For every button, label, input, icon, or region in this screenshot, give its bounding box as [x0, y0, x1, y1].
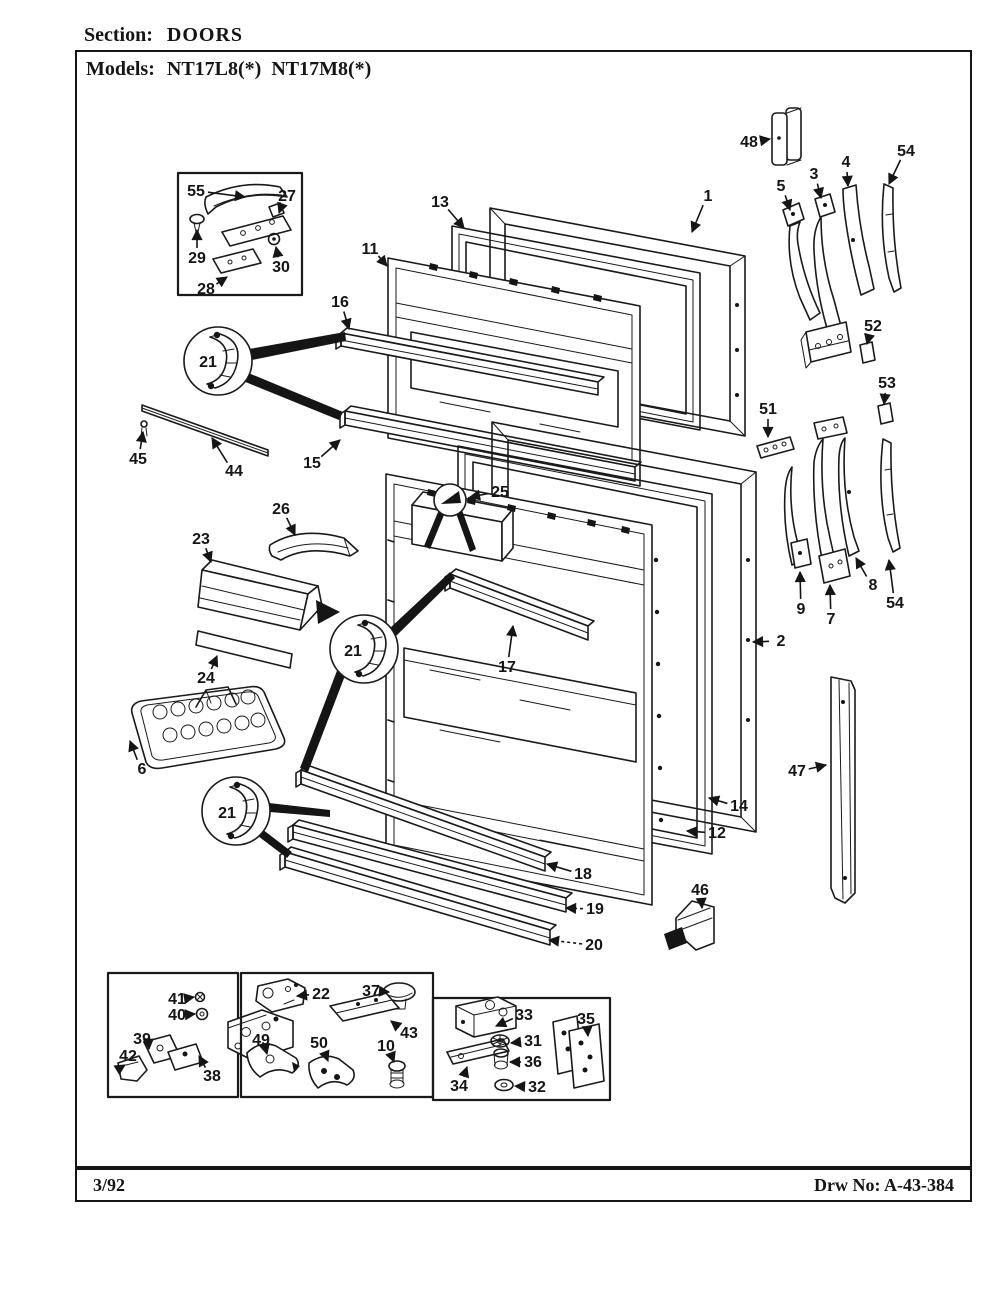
hinge-strap-9	[785, 467, 811, 568]
callout-label: 52	[864, 318, 882, 335]
callout-label: 37	[362, 983, 380, 1000]
callout-leader	[809, 765, 826, 769]
callout-leader	[511, 1042, 521, 1043]
callout-label: 30	[272, 259, 290, 276]
callout-label: 41	[168, 991, 186, 1008]
callout-label: 8	[868, 577, 878, 594]
callout-label: 26	[272, 501, 290, 518]
detail-circle-21-middle	[330, 615, 398, 683]
callout-label: 3	[809, 166, 819, 183]
callout-label: 49	[252, 1032, 270, 1049]
callout-label: 2	[776, 633, 786, 650]
callout-leader	[464, 1067, 467, 1077]
callout-leader	[276, 247, 278, 257]
callout-label: 17	[498, 659, 516, 676]
callout-leader	[566, 908, 583, 909]
callout-label: 18	[574, 866, 592, 883]
callout-label: 12	[708, 825, 726, 842]
callout-leader	[761, 139, 770, 141]
callout-label: 13	[431, 194, 449, 211]
callout-label: 31	[524, 1033, 542, 1050]
egg-tray-6	[132, 687, 285, 769]
shelf-26	[269, 533, 358, 560]
section-label: Section:	[84, 24, 153, 46]
hinge-strap-4	[843, 185, 874, 295]
spacer-53	[878, 403, 893, 424]
callout-label: 14	[730, 798, 748, 815]
callout-label: 23	[192, 531, 210, 548]
callout-label: 46	[691, 882, 709, 899]
callout-label: 21	[199, 354, 217, 371]
callout-label: 5	[776, 178, 786, 195]
models-label: Models:	[86, 58, 155, 80]
footer-drawing-number: Drw No: A-43-384	[814, 1174, 954, 1195]
callout-leader	[889, 160, 901, 184]
callout-leader	[211, 656, 217, 669]
callout-leader	[212, 438, 227, 463]
callout-label: 4	[841, 154, 851, 171]
detail-circle-21-bottom	[202, 777, 270, 845]
callout-leader	[856, 558, 867, 577]
callout-leader	[549, 940, 582, 944]
callout-label: 10	[377, 1038, 395, 1055]
callout-label: 27	[278, 188, 296, 205]
callout-label: 32	[528, 1079, 546, 1096]
callout-label: 15	[303, 455, 321, 472]
spacer-52	[860, 342, 875, 363]
callout-label: 11	[361, 241, 379, 258]
callout-leader	[448, 209, 464, 228]
callout-label: 20	[585, 937, 603, 954]
retainer-pin-45	[141, 421, 147, 436]
callout-label: 38	[203, 1068, 221, 1085]
callout-label: 25	[491, 484, 509, 501]
callout-leader	[344, 311, 349, 329]
section-value: DOORS	[166, 24, 244, 46]
hinge-strap-8	[839, 438, 859, 556]
callout-leader	[692, 205, 703, 232]
callout-label: 22	[312, 986, 330, 1003]
callout-label: 43	[400, 1025, 418, 1042]
callout-label: 1	[703, 188, 713, 205]
callout-label: 51	[759, 401, 777, 418]
callout-label: 40	[168, 1007, 186, 1024]
callout-leader	[378, 256, 387, 266]
callout-label: 9	[796, 601, 806, 618]
shim-plate-51	[757, 437, 794, 458]
callout-leader	[130, 741, 137, 760]
callout-label: 42	[119, 1048, 137, 1065]
callout-label: 45	[129, 451, 147, 468]
callout-label: 39	[133, 1031, 151, 1048]
callout-label: 29	[188, 250, 206, 267]
callout-label: 53	[878, 375, 896, 392]
models-value: NT17L8(*) NT17M8(*)	[166, 58, 372, 80]
trim-24	[196, 631, 292, 668]
callout-label: 54	[897, 143, 915, 160]
callout-label: 19	[586, 901, 604, 918]
trim-strip-44	[142, 405, 268, 456]
callout-label: 36	[524, 1054, 542, 1071]
hinge-strap-3	[801, 194, 851, 368]
callout-label: 28	[197, 281, 215, 298]
footer-issue-date: 3/92	[93, 1174, 126, 1195]
callout-label: 21	[218, 805, 236, 822]
callout-label: 7	[826, 611, 836, 628]
detail-circle-21-top	[184, 327, 252, 395]
callout-label: 6	[137, 761, 147, 778]
callout-leader	[847, 172, 848, 186]
trim-strap-54-top	[882, 184, 901, 292]
detail-circle-25	[434, 484, 466, 516]
title-block	[75, 1168, 972, 1202]
callout-leader	[515, 1086, 525, 1087]
callout-leader	[889, 560, 893, 593]
callout-label: 48	[740, 134, 758, 151]
callout-leader	[216, 277, 227, 284]
callout-label: 35	[577, 1011, 595, 1028]
callout-leader	[206, 548, 211, 562]
callout-label: 50	[310, 1035, 328, 1052]
callout-label: 33	[515, 1007, 533, 1024]
callout-label: 16	[331, 294, 349, 311]
trim-strap-54-bottom	[881, 439, 900, 552]
callout-leader	[391, 1021, 399, 1027]
callout-label: 47	[788, 763, 806, 780]
handle-block-48	[772, 108, 801, 165]
callout-leader	[701, 900, 702, 908]
callout-leader	[800, 572, 801, 599]
hinge-bracket-46	[664, 901, 714, 950]
callout-leader	[817, 184, 821, 198]
callout-label: 44	[225, 463, 243, 480]
callout-leader	[884, 393, 885, 404]
callout-leader	[287, 518, 295, 535]
callout-leader	[208, 192, 245, 197]
dairy-cover-23	[198, 560, 340, 630]
callout-leader	[321, 440, 340, 457]
callout-label: 34	[450, 1078, 468, 1095]
callout-leader	[189, 997, 194, 998]
callout-leader	[687, 831, 705, 832]
callout-label: 54	[886, 595, 904, 612]
handle-trim-47	[831, 677, 855, 903]
callout-leader	[753, 641, 769, 642]
callout-leader	[587, 1029, 588, 1036]
callout-label: 21	[344, 643, 362, 660]
callout-leader	[830, 585, 831, 609]
callout-label: 24	[197, 670, 215, 687]
callout-label: 55	[187, 183, 205, 200]
